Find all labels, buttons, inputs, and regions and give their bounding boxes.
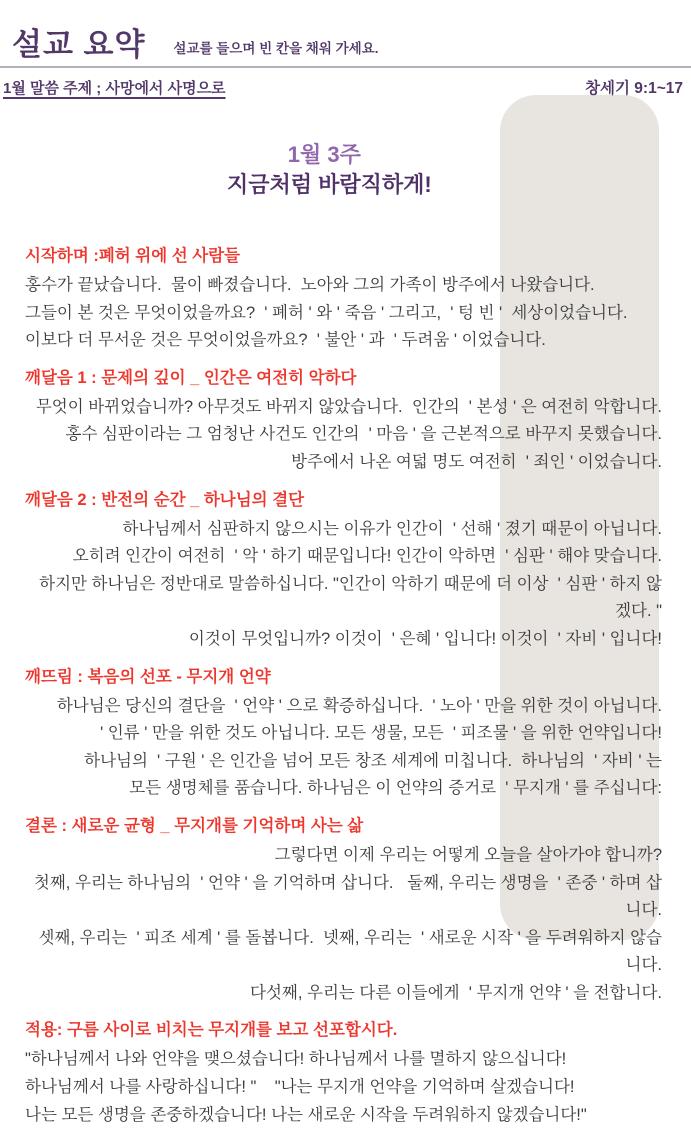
worksheet-title: 설교 요약	[12, 26, 146, 62]
section-line: 그들이 본 것은 무엇이었을까요? ' 폐허 ' 와 ' 죽음 ' 그리고, ' 텅 빈 ' 세상이었습니다.	[25, 303, 628, 322]
section-line: 하나님은 당신의 결단을 ' 언약 ' 으로 확증하십니다. ' 노아 ' 만을 위한 것이 아닙니다.	[56, 696, 662, 715]
section-body	[25, 1046, 662, 1129]
section-line: 무엇이 바뀌었습니까? 아무것도 바뀌지 않았습니다. 인간의 ' 본성 ' 은 여전히 악합니다.	[35, 397, 662, 416]
section-body	[25, 693, 662, 803]
section-line: 방주에서 나온 여덟 명도 여전히 ' 죄인 ' 이었습니다.	[291, 452, 662, 471]
section-line: 이보다 더 무서운 것은 무엇이었을까요? ' 불안 ' 과 ' 두려움 ' 이었습니다.	[25, 331, 546, 350]
section-line: 모든 생명체를 품습니다. 하나님은 이 언약의 증거로 ' 무지개 ' 를 주십니다:	[129, 779, 662, 798]
section-body	[25, 394, 662, 477]
section-insight-1	[25, 367, 662, 477]
section-heading: 적용: 구름 사이로 비치는 무지개를 보고 선포합시다.	[25, 1021, 398, 1040]
section-body	[25, 272, 662, 355]
section-heading: 시작하며 :폐허 위에 선 사람들	[25, 247, 241, 265]
section-line: 나는 모든 생명을 존중하겠습니다! 나는 새로운 시작을 두려워하지 않겠습니다!"	[25, 1105, 587, 1124]
scripture-reference: 창세기 9:1~17	[585, 80, 683, 97]
theme-row	[0, 68, 691, 98]
sections-container	[0, 245, 691, 1129]
section-line: 오히려 인간이 여전히 ' 악 ' 하기 때문입니다! 인간이 악하면 ' 심판 ' 해야 맞습니다.	[72, 547, 662, 566]
section-line: 이것이 무엇입니까? 이것이 ' 은혜 ' 입니다! 이것이 ' 자비 ' 입니다!	[188, 629, 662, 648]
section-line: 그렇다면 이제 우리는 어떻게 오늘을 살아가야 합니까?	[274, 845, 662, 864]
section-heading: 깨달음 2 : 반전의 순간 _ 하나님의 결단	[25, 490, 305, 509]
section-line: 하지만 하나님은 정반대로 말씀하십니다. "인간이 악하기 때문에 더 이상 ' 심판 ' 하지 않겠다. "	[39, 574, 662, 621]
sermon-title: 지금처럼 바람직하게!	[226, 172, 432, 197]
section-line: "하나님께서 나와 언약을 맺으셨습니다! 하나님께서 나를 멸하지 않으십니다!	[25, 1050, 567, 1069]
masthead	[0, 0, 691, 62]
section-body	[25, 516, 662, 654]
section-insight-2	[25, 489, 662, 654]
section-heading: 깨달음 1 : 문제의 깊이 _ 인간은 여전히 악하다	[25, 368, 357, 387]
section-application	[25, 1019, 662, 1129]
section-line: 첫째, 우리는 하나님의 ' 언약 ' 을 기억하며 삽니다. 둘째, 우리는 생명을 ' 존중 ' 하며 삽니다.	[33, 873, 662, 920]
section-line: 홍수 심판이라는 그 엄청난 사건도 인간의 ' 마음 ' 을 근본적으로 바꾸지 못했습니다.	[65, 425, 662, 444]
monthly-theme: 1월 말씀 주제 ; 사망에서 사명으로	[3, 80, 226, 97]
section-proclamation	[25, 666, 662, 803]
worksheet-subtitle: 설교를 들으며 빈 칸을 채워 가세요.	[173, 41, 379, 56]
section-heading: 깨뜨림 : 복음의 선포 - 무지개 언약	[25, 667, 271, 686]
sermon-title-row	[0, 110, 612, 230]
sermon-week-label: 1월 3주	[287, 142, 361, 167]
section-intro	[25, 245, 662, 355]
section-heading: 결론 : 새로운 균형 _ 무지개를 기억하며 사는 삶	[25, 816, 364, 835]
section-body	[25, 842, 662, 1008]
section-line: 다섯째, 우리는 다른 이들에게 ' 무지개 언약 ' 을 전합니다.	[250, 983, 662, 1002]
section-line: 하나님께서 심판하지 않으시는 이유가 인간이 ' 선해 ' 졌기 때문이 아닙니다.	[122, 519, 662, 538]
section-line: 홍수가 끝났습니다. 물이 빠졌습니다. 노아와 그의 가족이 방주에서 나왔습니다.	[25, 276, 595, 294]
section-line: 하나님의 ' 구원 ' 은 인간을 넘어 모든 창조 세계에 미칩니다. 하나님의 ' 자비 ' 는	[84, 751, 662, 770]
section-line: 셋째, 우리는 ' 피조 세계 ' 를 돌봅니다. 넷째, 우리는 ' 새로운 시작 ' 을 두려워하지 않습니다.	[38, 928, 662, 975]
section-line: ' 인류 ' 만을 위한 것도 아닙니다. 모든 생물, 모든 ' 피조물 ' 을 위한 언약입니다!	[100, 724, 662, 743]
section-line: 하나님께서 나를 사랑하십니다! " "나는 무지개 언약을 기억하며 살겠습니다!	[25, 1078, 575, 1097]
section-conclusion	[25, 815, 662, 1008]
